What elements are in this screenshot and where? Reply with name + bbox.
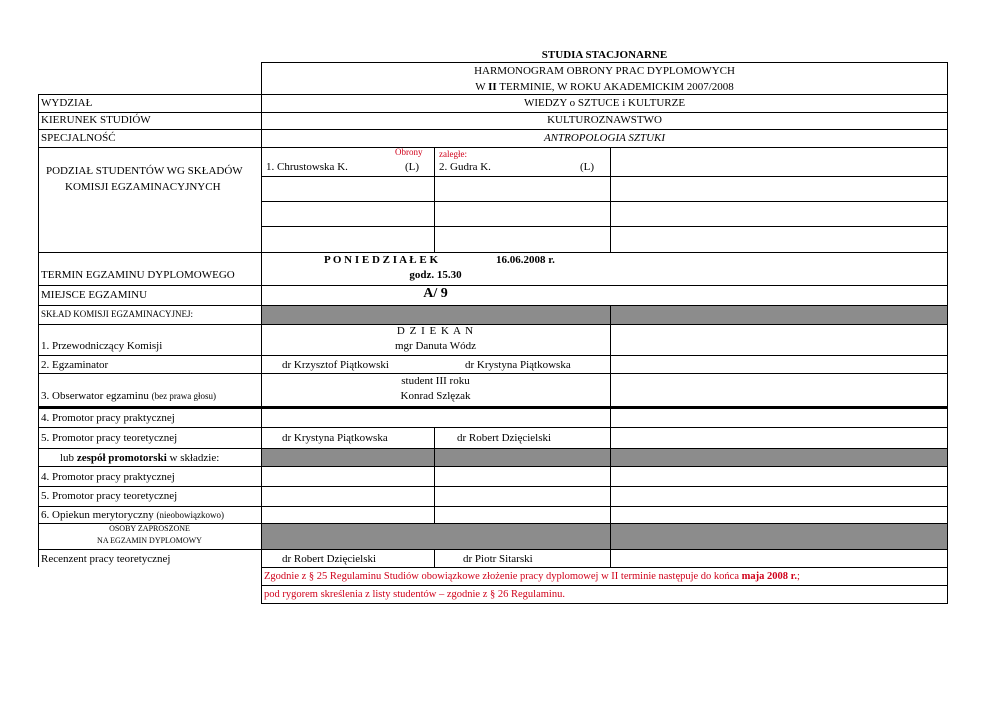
promotor-praktyczny-2-label: 4. Promotor pracy praktycznej xyxy=(41,471,175,483)
student-2-name: 2. Gudra K. xyxy=(439,161,491,173)
termin-date: 16.06.2008 r. xyxy=(496,254,555,266)
zespol-gray-fill xyxy=(261,448,948,466)
sklad-gray-fill xyxy=(261,305,948,324)
miejsce-value: A/ 9 xyxy=(423,286,448,301)
wydzial-label: WYDZIAŁ xyxy=(41,97,93,109)
wydzial-value: WIEDZY o SZTUCE i KULTURZE xyxy=(523,97,686,109)
przewodniczacy-label: 1. Przewodniczący Komisji xyxy=(41,340,163,352)
egzaminator-person-2: dr Krystyna Piątkowska xyxy=(465,359,571,371)
egzaminator-label: 2. Egzaminator xyxy=(41,359,109,371)
regulation-note-line-1: Zgodnie z § 25 Regulaminu Studiów obowiązkowe złożenie pracy dyplomowej w II terminie następuje do końca maja 2008 r.; xyxy=(264,571,800,582)
obserwator-line-2: Konrad Szlęzak xyxy=(400,390,471,402)
page-title: STUDIA STACJONARNE xyxy=(541,49,668,61)
specjalnosc-value: ANTROPOLOGIA SZTUKI xyxy=(543,132,666,144)
student-1-mark: (L) xyxy=(405,161,420,173)
promotor-teoretyczny-person-2: dr Robert Dzięcielski xyxy=(457,432,552,444)
osoby-zaproszone-line-2: NA EGZAMIN DYPLOMOWY xyxy=(97,536,202,545)
promotor-teoretyczny-person-1: dr Krystyna Piątkowska xyxy=(282,432,388,444)
miejsce-label: MIEJSCE EGZAMINU xyxy=(41,289,148,301)
opiekun-label: 6. Opiekun merytoryczny (nieobowiązkowo) xyxy=(41,509,224,521)
zespol-label: lub zespół promotorski w składzie: xyxy=(60,452,220,464)
recenzent-label: Recenzent pracy teoretycznej xyxy=(41,553,171,565)
schedule-title: HARMONOGRAM OBRONY PRAC DYPLOMOWYCH xyxy=(474,65,735,77)
recenzent-person-2: dr Piotr Sitarski xyxy=(463,553,533,565)
regulation-note-line-2: pod rygorem skreślenia z listy studentów – zgodnie z § 26 Regulaminu. xyxy=(264,589,565,600)
student-2-mark: (L) xyxy=(580,161,595,173)
promotor-teoretyczny-label: 5. Promotor pracy teoretycznej xyxy=(41,432,178,444)
kierunek-value: KULTUROZNAWSTWO xyxy=(547,114,662,126)
term-line: W II TERMINIE, W ROKU AKADEMICKIM 2007/2008 xyxy=(475,81,734,93)
kierunek-label: KIERUNEK STUDIÓW xyxy=(41,114,151,126)
specjalnosc-label: SPECJALNOŚĆ xyxy=(41,132,116,144)
przewodniczacy-title: D Z I E K A N xyxy=(396,325,475,337)
osoby-zaproszone-line-1: OSOBY ZAPROSZONE xyxy=(109,524,190,533)
obserwator-line-1: student III roku xyxy=(401,375,470,387)
sklad-label: SKŁAD KOMISJI EGZAMINACYJNEJ: xyxy=(41,309,194,319)
promotor-praktyczny-label: 4. Promotor pracy praktycznej xyxy=(41,412,175,424)
promotor-teoretyczny-2-label: 5. Promotor pracy teoretycznej xyxy=(41,490,178,502)
obserwator-label: 3. Obserwator egzaminu (bez prawa głosu) xyxy=(41,390,217,402)
termin-time: godz. 15.30 xyxy=(409,269,462,281)
egzaminator-person-1: dr Krzysztof Piątkowski xyxy=(282,359,389,371)
termin-day: P O N I E D Z I A Ł E K xyxy=(324,254,439,266)
podzial-label-line1: PODZIAŁ STUDENTÓW WG SKŁADÓW xyxy=(46,165,243,177)
student-1-name: 1. Chrustowska K. xyxy=(266,161,348,173)
recenzent-person-1: dr Robert Dzięcielski xyxy=(282,553,377,565)
podzial-label-line2: KOMISJI EGZAMINACYJNYCH xyxy=(65,181,221,193)
zalegle-tag: zaległe: xyxy=(439,149,467,159)
obrony-tag: Obrony xyxy=(395,147,423,157)
osoby-gray-fill xyxy=(261,523,948,549)
przewodniczacy-name: mgr Danuta Wódz xyxy=(394,340,477,352)
termin-label: TERMIN EGZAMINU DYPLOMOWEGO xyxy=(41,269,235,281)
